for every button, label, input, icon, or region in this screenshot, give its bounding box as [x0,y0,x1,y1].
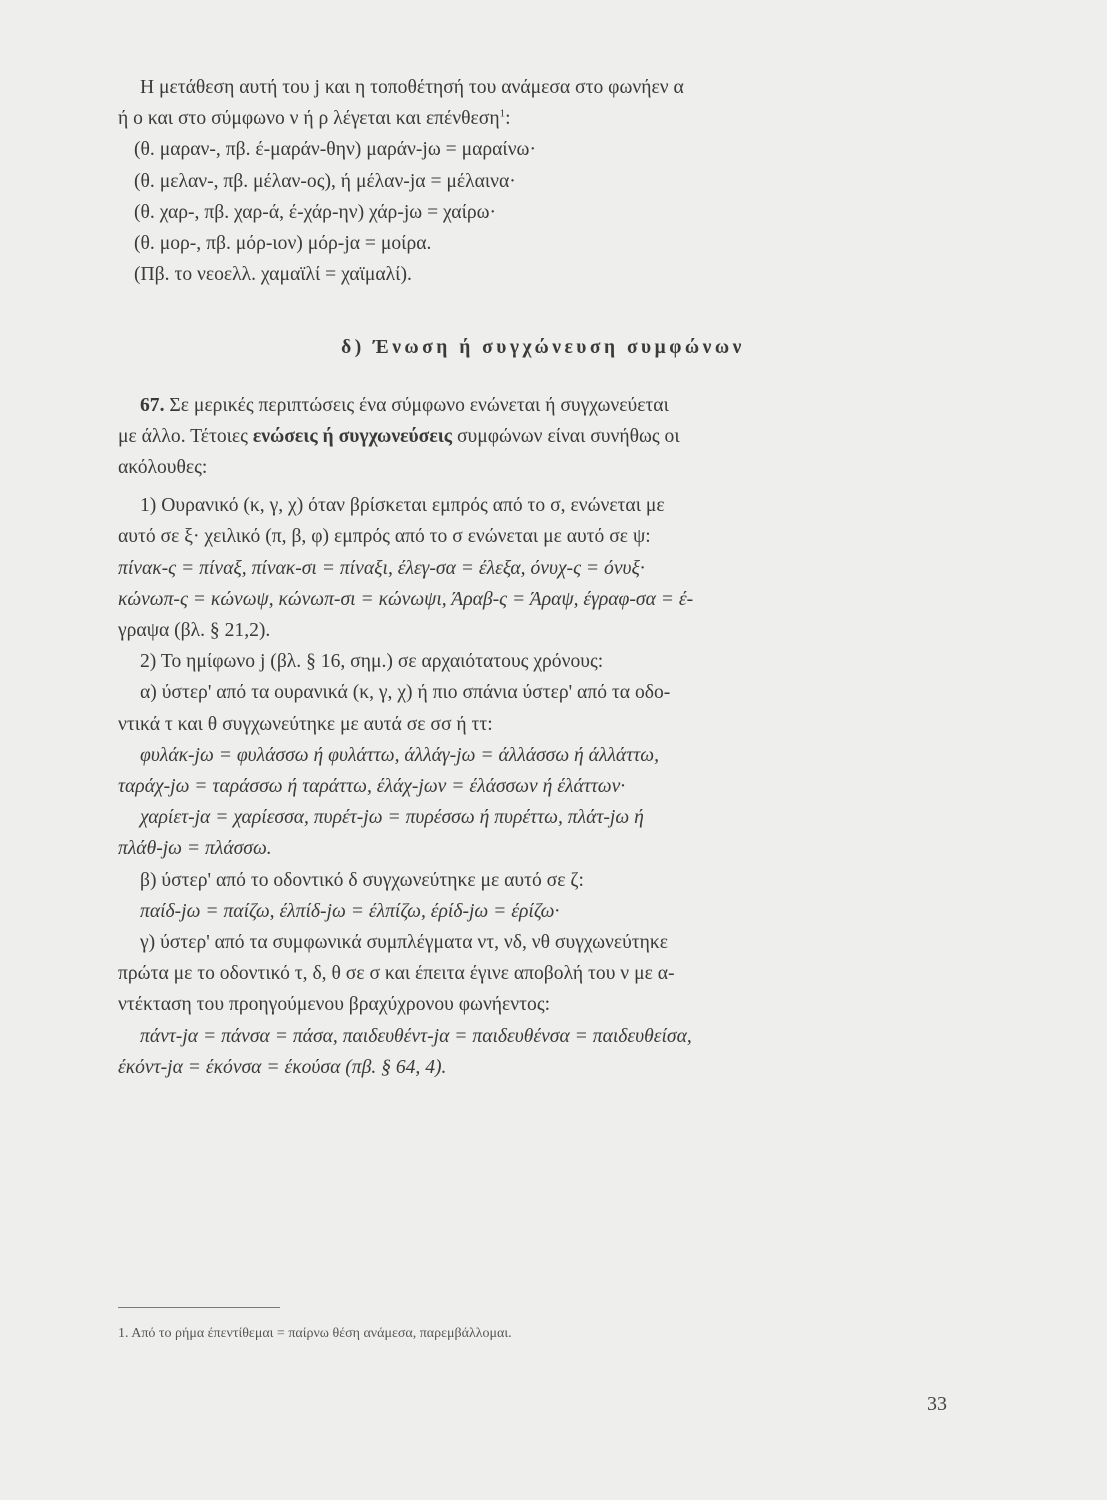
page-body [118,72,968,1083]
item1-line-5: γραψα (βλ. § 21,2). [118,620,271,642]
para-67-line-3: ακόλουθες: [118,457,208,479]
spacer [118,483,968,490]
intro-line-2 [118,103,968,134]
intro-line-1: Η μετάθεση αυτή του j και η τοποθέτησή του ανάμεσα στο φωνήεν α [140,77,684,98]
item2-c-line-1: γ) ύστερ' από τα συμφωνικά συμπλέγματα ντ, νδ, νθ συγχωνεύτηκε [140,932,669,954]
item1-line-1: 1) Ουρανικό (κ, γ, χ) όταν βρίσκεται εμπρός από το σ, ενώνεται με [140,495,665,517]
section-heading: δ) Ένωση ή συγχώνευση συμφώνων [341,337,745,359]
item2-c-line-5: έκόντ-jα = έκόνσα = έκούσα (πβ. § 64, 4). [118,1056,447,1078]
example-line: (Πβ. το νεοελλ. χαμαϊλί = χαϊμαλί). [134,264,412,286]
item1-line-4: κώνωπ-ς = κώνωψ, κώνωπ-σι = κώνωψι, Άραβ-ς = Άραψ, έγραφ-σα = έ- [118,588,694,610]
footnote-divider [118,1307,280,1308]
example-line: (θ. μελαν-, πβ. μέλαν-ος), ή μέλαν-jα = μέλαινα· [134,170,516,192]
footnote-ref: 1 [499,107,506,120]
para-67-text-2c: συμφώνων είναι συνήθως οι [456,425,680,447]
item2-a-line-5: χαρίετ-jα = χαρίεσσα, πυρέτ-jω = πυρέσσω ή πυρέττω, πλάτ-jω ή [140,807,644,829]
item2-b-line-2: παίδ-jω = παίζω, έλπίδ-jω = έλπίζω, έρίδ-jω = έρίζω· [140,900,560,922]
example-line: (θ. μορ-, πβ. μόρ-ιον) μόρ-jα = μοίρα. [134,233,432,255]
para-67-keyword: ενώσεις ή συγχωνεύσεις [252,425,453,447]
item2-c-line-4: πάντ-jα = πάνσα = πάσα, παιδευθέντ-jα = παιδευθένσα = παιδευθείσα, [140,1025,692,1047]
item2-a-line-3: φυλάκ-jω = φυλάσσω ή φυλάττω, άλλάγ-jω = άλλάσσω ή άλλάττω, [140,744,659,766]
example-line: (θ. χαρ-, πβ. χαρ-ά, έ-χάρ-ην) χάρ-jω = χαίρω· [134,201,497,223]
item2-a-line-4: ταράχ-jω = ταράσσω ή ταράττω, έλάχ-jων = έλάσσων ή έλάττων· [118,776,626,798]
para-number: 67. [140,394,165,416]
page-number: 33 [927,1393,947,1415]
example-line: (θ. μαραν-, πβ. έ-μαράν-θην) μαράν-jω = μαραίνω· [134,139,536,161]
item2-b-line-1: β) ύστερ' από το οδοντικό δ συγχωνεύτηκε με αυτό σε ζ: [140,869,584,891]
intro-line-2-end: : [505,108,511,130]
para-67-line-2 [118,421,968,452]
footnote: 1. Από το ρήμα έπεντίθεμαι = παίρνω θέση ανάμεσα, παρεμβάλλομαι. [118,1326,512,1341]
para-67-text-1: Σε μερικές περιπτώσεις ένα σύμφωνο ενώνεται ή συγχωνεύεται [169,394,669,416]
item1-line-3: πίνακ-ς = πίναξ, πίνακ-σι = πίναξι, έλεγ-σα = έλεξα, όνυχ-ς = όνυξ· [118,557,645,579]
intro-line-2-text: ή ο και στο σύμφωνο ν ή ρ λέγεται και επένθεση [118,108,500,130]
item2-a-line-2: ντικά τ και θ συγχωνεύτηκε με αυτά σε σσ ή ττ: [118,713,493,735]
item1-line-2: αυτό σε ξ· χειλικό (π, β, φ) εμπρός από το σ ενώνεται με αυτό σε ψ: [118,526,651,548]
para-67-text-2a: με άλλο. Τέτοιες [118,425,248,447]
item2-a-line-1: α) ύστερ' από τα ουρανικά (κ, γ, χ) ή πιο σπάνια ύστερ' από τα οδο- [140,682,671,704]
item2-line-1: 2) Το ημίφωνο j (βλ. § 16, σημ.) σε αρχαιότατους χρόνους: [140,651,604,673]
item2-a-line-6: πλάθ-jω = πλάσσω. [118,838,272,860]
item2-c-line-3: ντέκταση του προηγούμενου βραχύχρονου φωνήεντος: [118,994,551,1016]
para-67-line-1 [118,390,968,421]
item2-c-line-2: πρώτα με το οδοντικό τ, δ, θ σε σ και έπειτα έγινε αποβολή του ν με α- [118,963,675,985]
